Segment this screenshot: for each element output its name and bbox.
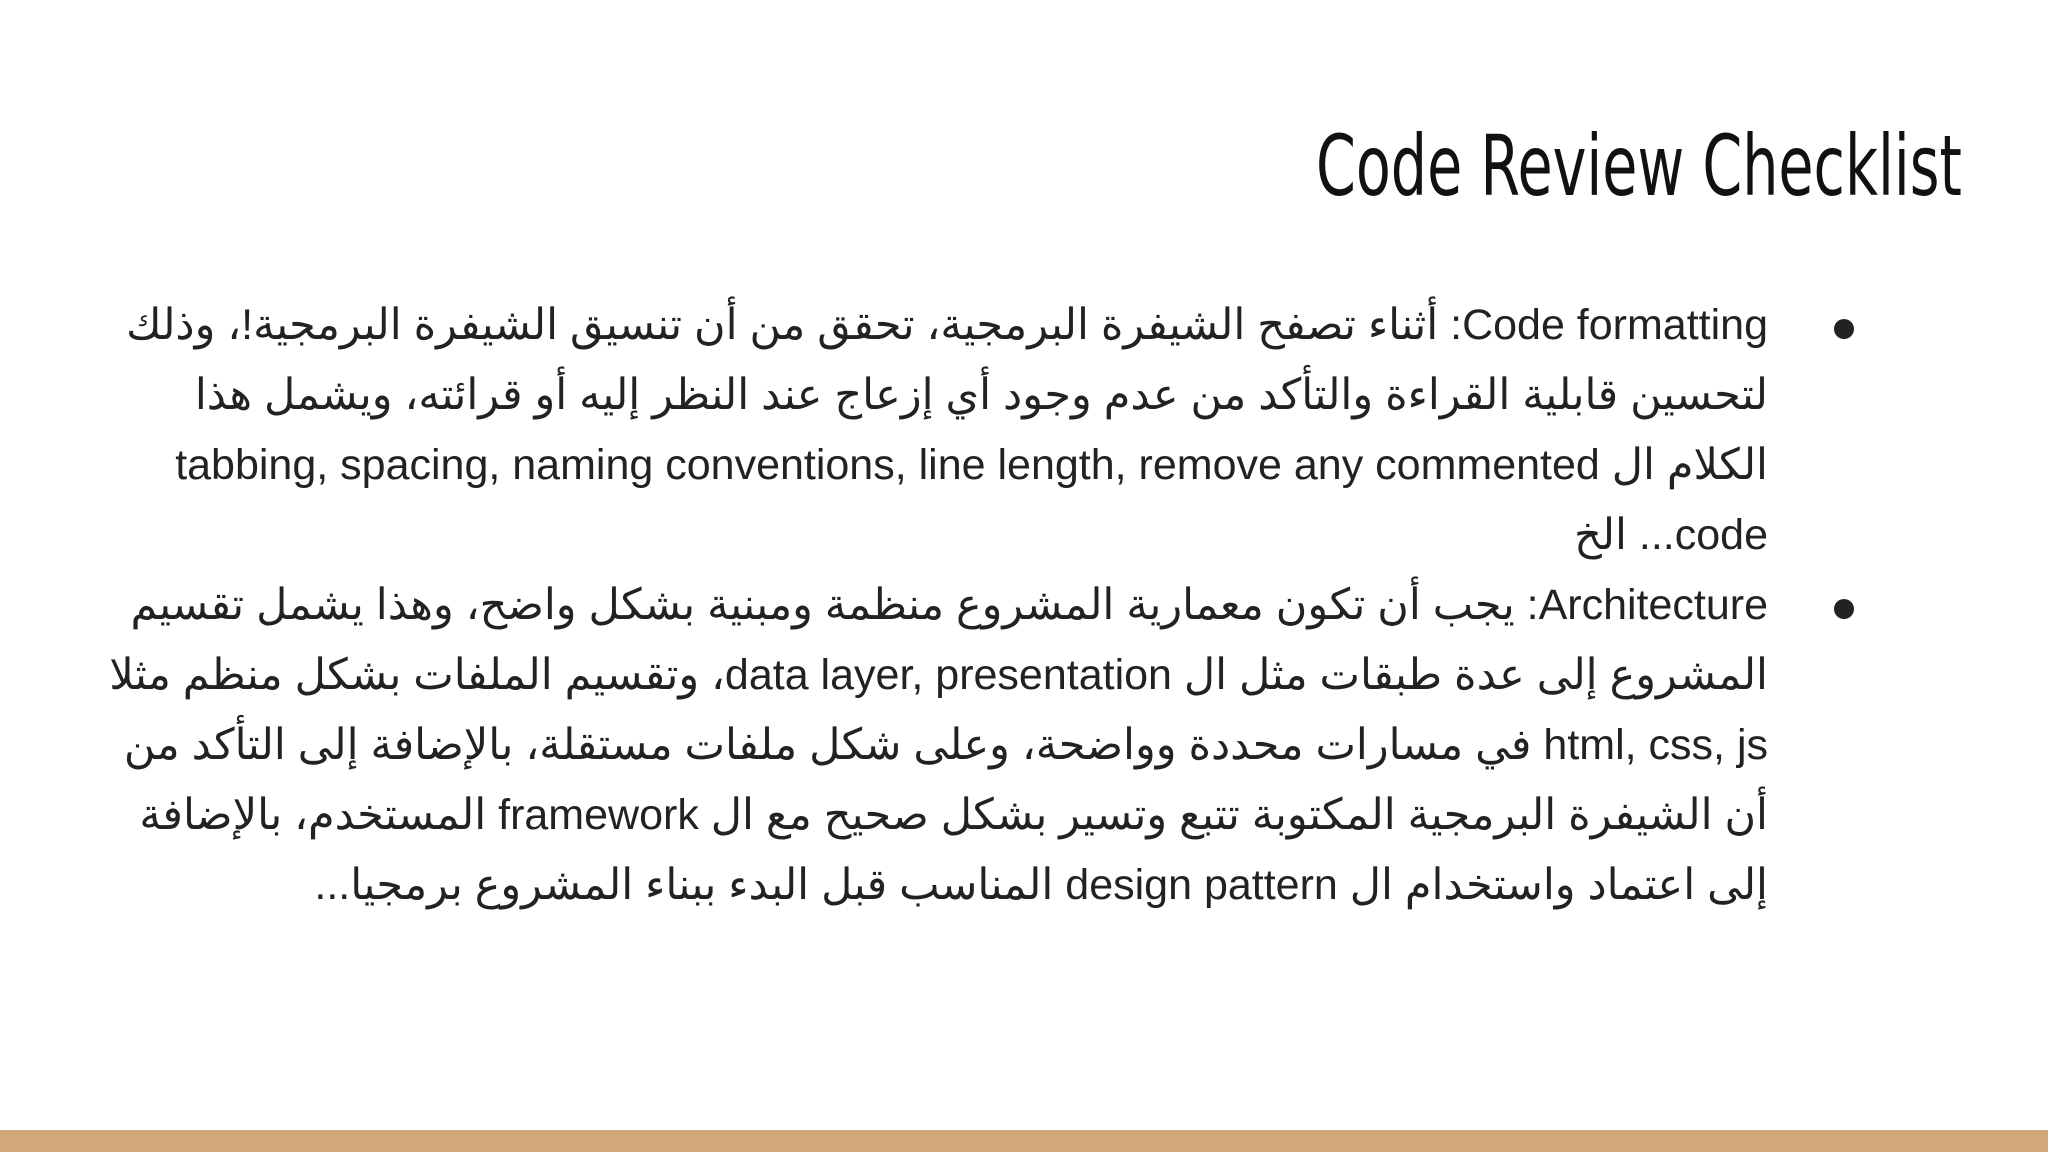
bullet-text: Code formatting: أثناء تصفح الشيفرة البرمجية، تحقق من أن تنسيق الشيفرة البرمجية!، وذلك لتحسين قابلية القراءة والتأكد من عدم وجود أي إزعاج عند النظر إليه أو قرائته، ويشمل هذا الكلام ال tabbing, spacing, naming conventions, line length, remove any commented code... الخ [126,301,1768,559]
bullet-dot-icon [1834,599,1854,619]
bullet-item-code-formatting [92,290,1882,570]
footer-accent-bar [0,1130,2048,1152]
bullet-text: Architecture: يجب أن تكون معمارية المشروع منظمة ومبنية بشكل واضح، وهذا يشمل تقسيم المشروع إلى عدة طبقات مثل ال data layer, presentation، وتقسيم الملفات بشكل منظم مثلا html, css, js في مسارات محددة وواضحة، وعلى شكل ملفات مستقلة، بالإضافة إلى التأكد من أن الشيفرة البرمجية المكتوبة تتبع وتسير بشكل صحيح مع ال framework المستخدم، بالإضافة إلى اعتماد واستخدام ال design pattern المناسب قبل البدء ببناء المشروع برمجيا... [109,581,1768,909]
slide-title: Code Review Checklist [1316,117,1962,215]
bullet-list [92,290,1882,920]
bullet-dot-icon [1834,319,1854,339]
bullet-item-architecture [92,570,1882,920]
